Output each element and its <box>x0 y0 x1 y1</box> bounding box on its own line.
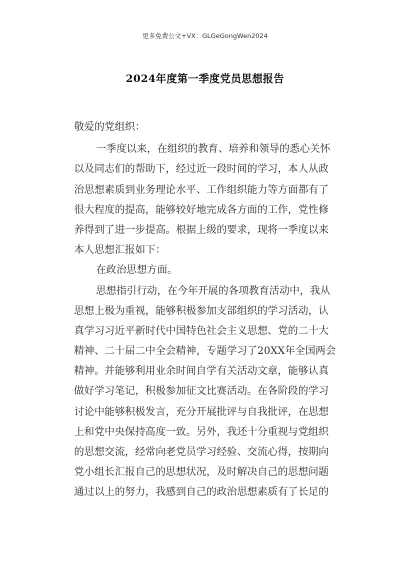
paragraph-line: 本人思想汇报如下： <box>74 245 166 257</box>
paragraph-line: 思想指引行动，在今年开展的各项教育活动中，我从 <box>96 285 331 297</box>
paragraph-line: 精神。并能够利用业余时间自学有关活动文章，能够认真 <box>74 366 329 378</box>
paragraph-line: 以及同志们的帮助下，经过近一段时间的学习，本人从政 <box>74 164 329 176</box>
header-note: 更多免费公文+VX：GLGeGongWen2024 <box>142 32 268 40</box>
paragraph-line: 党小组长汇报自己的思想状况，及时解决自己的思想问题 <box>74 467 329 479</box>
paragraph-line: 养得到了进一步提高。根据上级的要求，现将一季度以来 <box>74 224 329 236</box>
paragraph-line: 思想上极为重视，能够积极参加支部组织的学习活动，认 <box>74 305 329 317</box>
paragraph-line: 通过以上的努力，我感到自己的政治思想素质有了长足的 <box>74 487 329 499</box>
paragraph-line: 做好学习笔记，积极参加征文比赛活动。在各阶段的学习 <box>74 386 329 398</box>
paragraph-line: 讨论中能够积极发言，充分开展批评与自我批评，在思想 <box>74 406 329 418</box>
paragraph-line: 上和党中央保持高度一致。另外，我还十分重视与党组织 <box>74 426 329 438</box>
paragraph-line: 一季度以来，在组织的教育、培养和领导的悉心关怀 <box>96 144 331 156</box>
paragraph-line: 的思想交流，经常向老党员学习经验、交流心得，按期向 <box>74 447 329 458</box>
document-title: 2024年度第一季度党员思想报告 <box>125 73 285 85</box>
paragraph-line: 真学习习近平新时代中国特色社会主义思想、党的二十大 <box>74 325 329 337</box>
section-heading: 在政治思想方面。 <box>96 265 178 277</box>
document-body <box>0 118 410 504</box>
paragraph-line: 精神、二十届二中全会精神，专题学习了20XX年全国两会 <box>74 346 336 358</box>
salutation: 敬爱的党组织： <box>74 122 146 133</box>
paragraph-line: 治思想素质到业务理论水平、工作组织能力等方面都有了 <box>74 184 329 196</box>
paragraph-line: 很大程度的提高，能够较好地完成各方面的工作，党性修 <box>74 204 329 216</box>
